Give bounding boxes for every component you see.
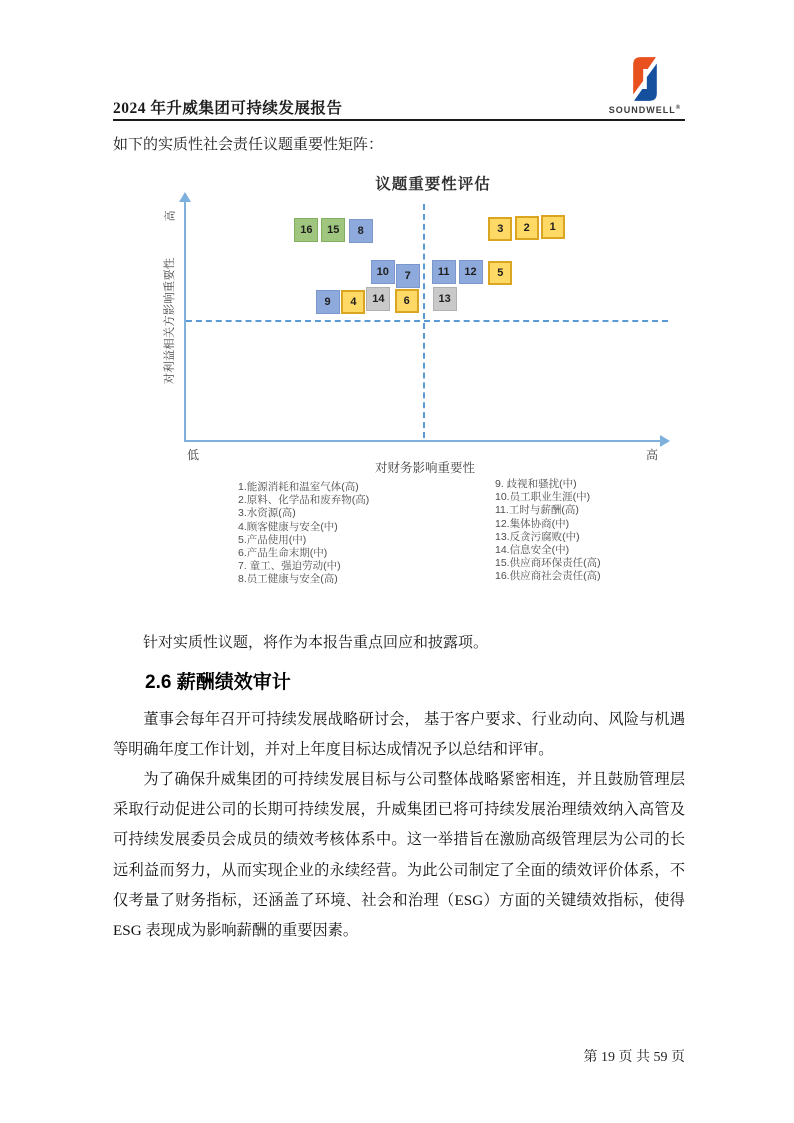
registered-mark: ® xyxy=(675,105,682,111)
matrix-item-12: 12 xyxy=(459,260,483,284)
legend-item: 7. 童工、强迫劳动(中) xyxy=(238,560,341,573)
y-axis-title: 对利益相关方影响重要性 xyxy=(164,257,176,385)
matrix-item-3: 3 xyxy=(488,217,512,241)
header-divider xyxy=(113,119,685,121)
legend-item: 4.顾客健康与安全(中) xyxy=(238,520,338,533)
matrix-item-14: 14 xyxy=(366,287,390,311)
matrix-item-15: 15 xyxy=(321,218,345,242)
origin-low-label: 低 xyxy=(187,448,200,462)
legend-item: 5.产品使用(中) xyxy=(238,533,307,546)
materiality-matrix-chart xyxy=(148,166,728,484)
matrix-item-8: 8 xyxy=(349,219,373,243)
matrix-item-1: 1 xyxy=(541,215,565,239)
matrix-item-7: 7 xyxy=(396,264,420,288)
legend-item: 9. 歧视和骚扰(中) xyxy=(495,478,577,490)
legend-item: 8.员工健康与安全(高) xyxy=(238,573,338,586)
chart-title: 议题重要性评估 xyxy=(375,176,491,193)
matrix-item-4: 4 xyxy=(341,290,365,314)
legend-item: 10.员工职业生涯(中) xyxy=(495,491,591,504)
y-axis-high-label: 高 xyxy=(164,210,177,222)
legend-item: 12.集体协商(中) xyxy=(495,517,570,530)
body-paragraph-2: 为了确保升威集团的可持续发展目标与公司整体战略紧密相连，并且鼓励管理层采取行动促进公司的长期可持续发展，升威集团已将可持续发展治理绩效纳入高管及可持续发展委员会成员的绩效考核体系中。这一举措旨在激励高级管理层为公司的长远利益而努力，从而实现企业的永续经营。为此公司制定了全面的绩效评价体系，不仅考量了财务指标，还涵盖了环境、社会和治理（ESG）方面的关键绩效指标，使得 ESG 表现成为影响薪酬的重要因素。 xyxy=(113,771,685,940)
legend-item: 1.能源消耗和温室气体(高) xyxy=(238,481,359,493)
matrix-item-16: 16 xyxy=(294,218,318,242)
soundwell-logo-icon xyxy=(603,54,687,104)
legend-item: 15.供应商环保责任(高) xyxy=(495,557,601,570)
x-axis-arrow-icon xyxy=(660,435,670,447)
section-heading: 2.6 薪酬绩效审计 xyxy=(145,672,291,693)
matrix-item-9: 9 xyxy=(316,290,340,314)
horizontal-quadrant-line xyxy=(186,320,668,322)
intro-text: 如下的实质性社会责任议题重要性矩阵： xyxy=(113,137,384,153)
legend-item: 11.工时与薪酬(高) xyxy=(495,504,579,517)
legend-column-left xyxy=(238,481,369,587)
y-axis-arrow-icon xyxy=(179,192,191,202)
legend-item: 6.产品生命末期(中) xyxy=(238,547,328,560)
legend-column-right xyxy=(495,478,601,584)
legend-item: 13.反贪污腐败(中) xyxy=(495,530,580,543)
x-axis-high-label: 高 xyxy=(646,448,659,462)
x-axis-line xyxy=(184,440,662,442)
legend-item: 2.原料、化学品和废弃物(高) xyxy=(238,494,370,507)
legend-item: 16.供应商社会责任(高) xyxy=(495,570,601,583)
matrix-item-13: 13 xyxy=(433,287,457,311)
matrix-item-10: 10 xyxy=(371,260,395,284)
body-paragraph-1: 董事会每年召开可持续发展战略研讨会， 基于客户要求、行业动向、风险与机遇等明确年度工作计划，并对上年度目标达成情况予以总结和评审。 xyxy=(113,711,685,759)
lead-paragraph: 针对实质性议题，将作为本报告重点回应和披露项。 xyxy=(143,635,489,651)
legend-item: 14.信息安全(中) xyxy=(495,544,570,557)
x-axis-title: 对财务影响重要性 xyxy=(374,461,475,475)
brand-name: SOUNDWELL® xyxy=(608,105,682,115)
legend-item: 3.水资源(高) xyxy=(238,507,296,520)
page-number: 第 19 页 共 59 页 xyxy=(583,1050,685,1065)
company-logo xyxy=(603,54,687,115)
matrix-item-11: 11 xyxy=(432,260,456,284)
matrix-item-5: 5 xyxy=(488,261,512,285)
page-title: 2024 年升威集团可持续发展报告 xyxy=(113,100,343,117)
matrix-item-6: 6 xyxy=(395,289,419,313)
matrix-item-2: 2 xyxy=(515,216,539,240)
